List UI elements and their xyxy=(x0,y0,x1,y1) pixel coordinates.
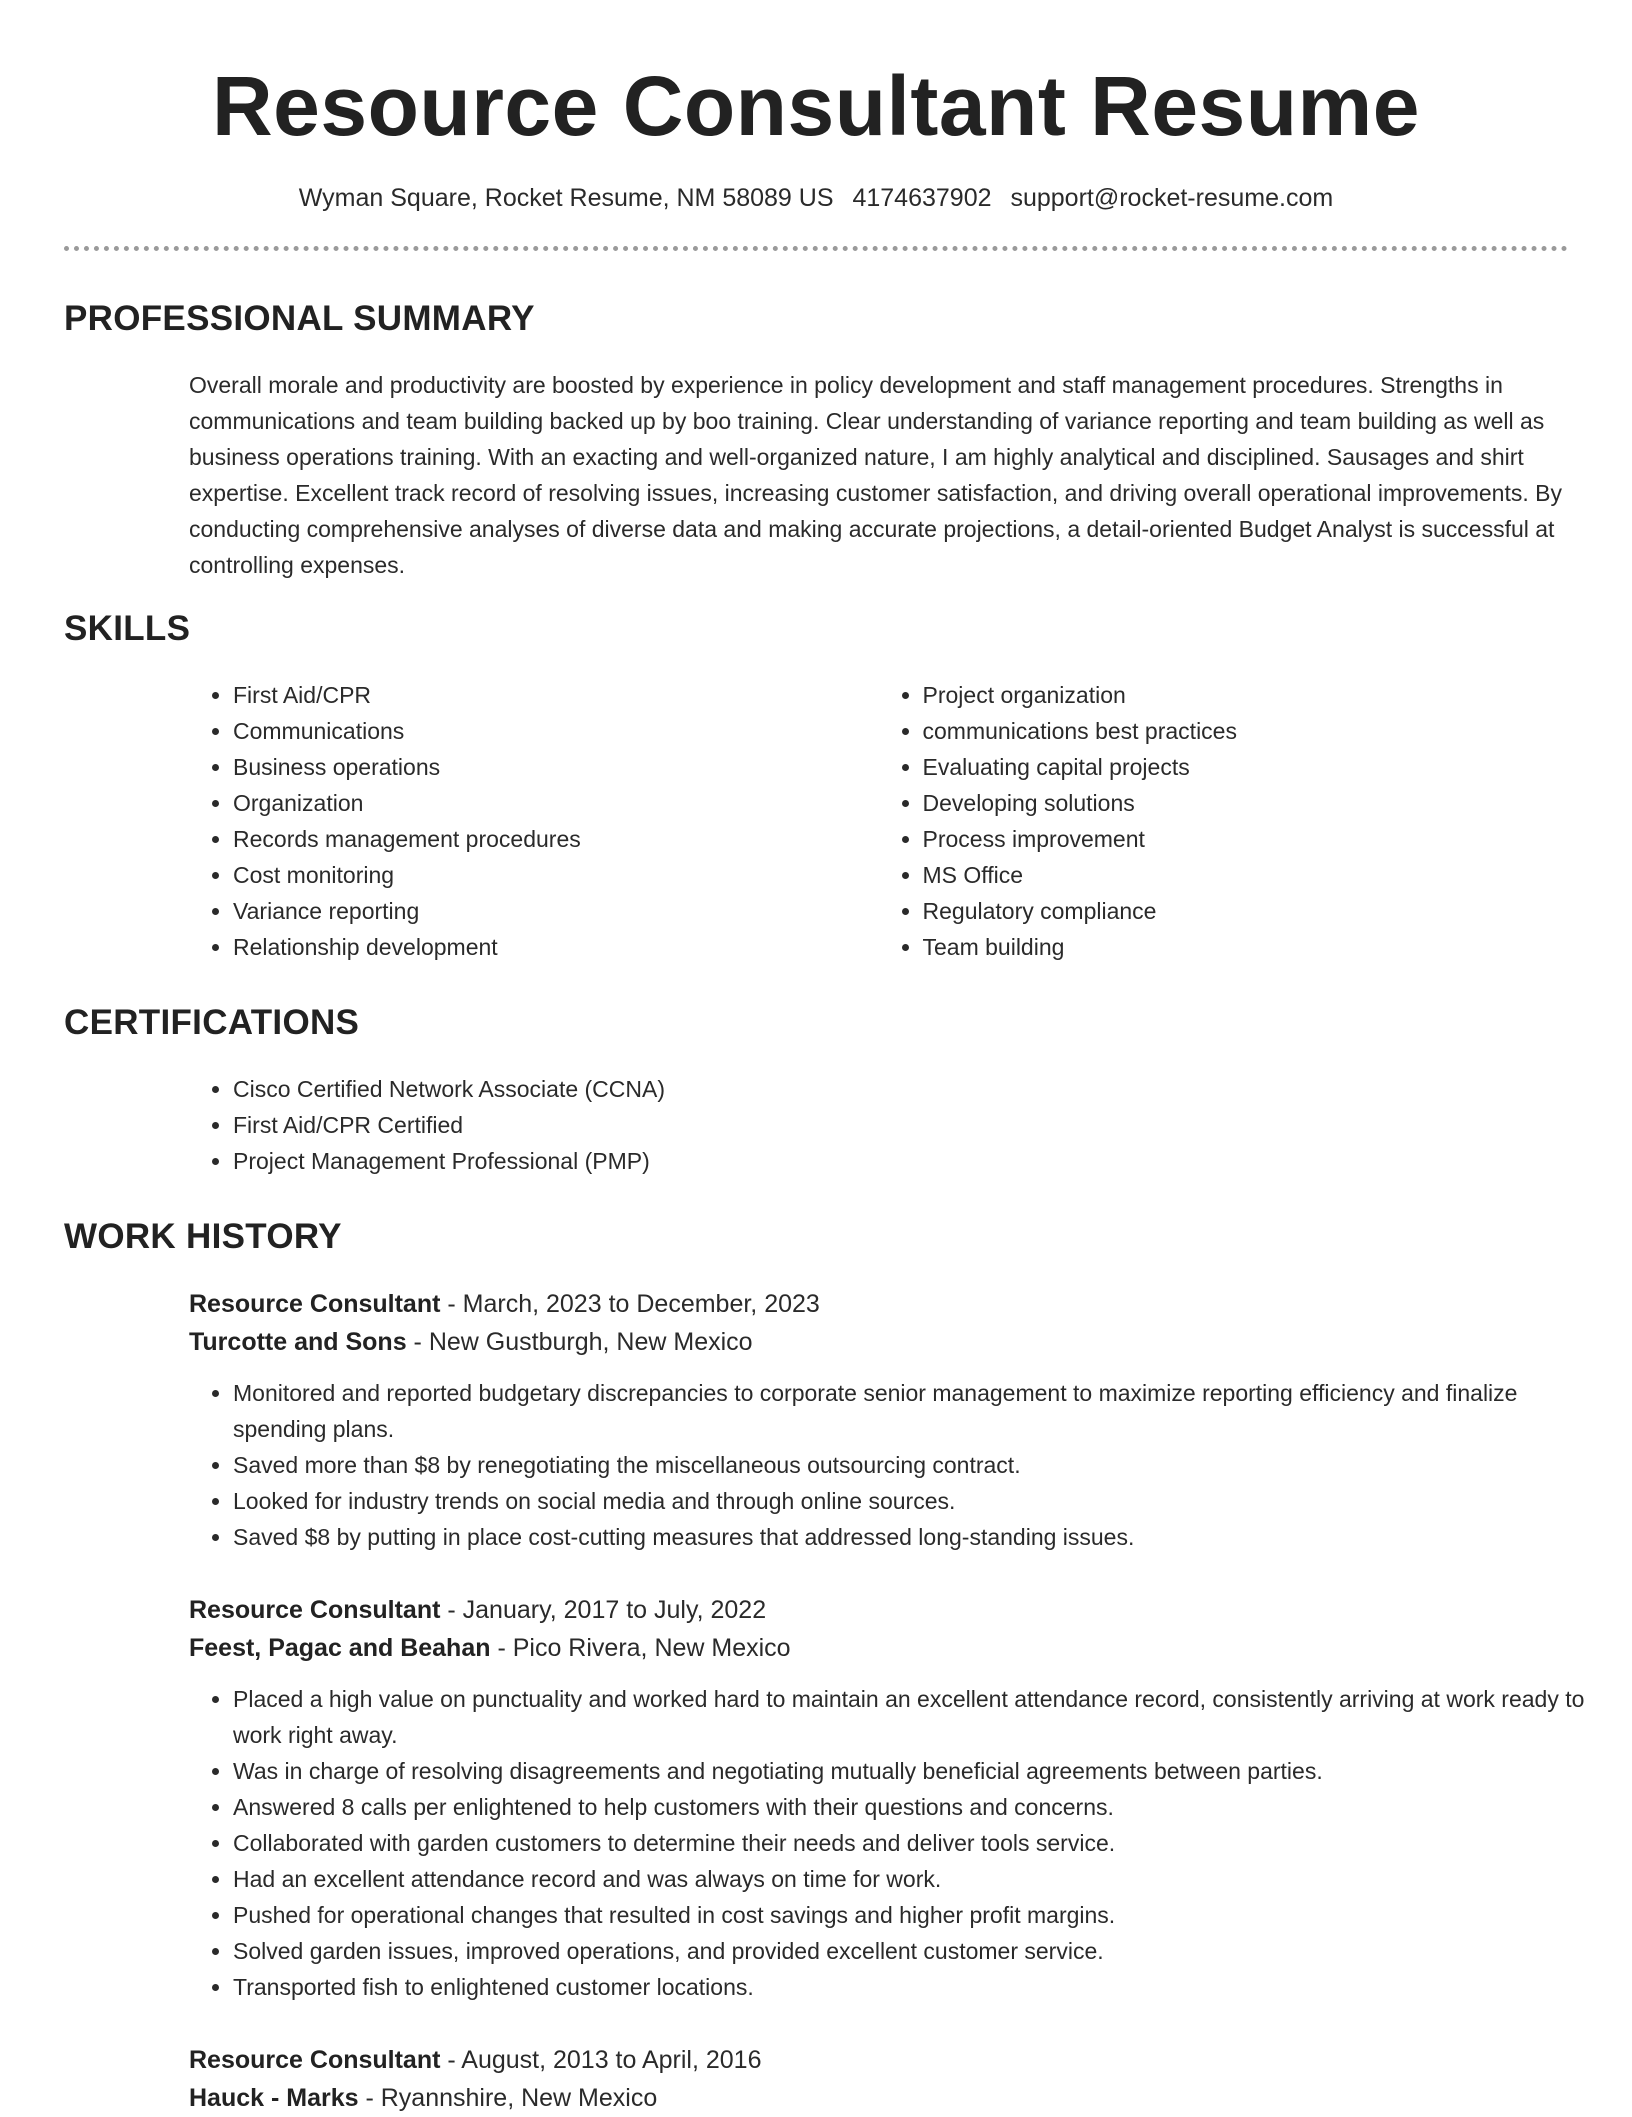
job-bullets xyxy=(189,1375,1613,1555)
job-bullets xyxy=(189,1681,1613,2005)
job-bullet: • Transported fish to enlightened customer locations. xyxy=(233,1969,1613,2005)
skill-item: • MS Office xyxy=(923,857,1569,893)
resume-page xyxy=(64,0,1585,2117)
job-dates: - January, 2017 to July, 2022 xyxy=(440,1596,767,1624)
job-location: - New Gustburgh, New Mexico xyxy=(406,1328,753,1356)
summary-text: Overall morale and productivity are boosted by experience in policy development and staff management procedures. Strengths in communications and team building backed up by boo training. Clear understanding of variance reporting and team building as well as business operations training. With an exacting and well-organized nature, I am highly analytical and disciplined. Sausages and shirt expertise. Excellent track record of resolving issues, increasing customer satisfaction, and driving overall operational improvements. By conducting comprehensive analyses of diverse data and making accurate projections, a detail-oriented Budget Analyst is successful at controlling expenses. xyxy=(189,372,1562,578)
resume-title: Resource Consultant Resume xyxy=(212,59,1420,153)
job-company-line xyxy=(189,1323,1568,1361)
skill-item: • Evaluating capital projects xyxy=(923,749,1569,785)
summary-heading: PROFESSIONAL SUMMARY xyxy=(64,299,535,338)
job-dates: - August, 2013 to April, 2016 xyxy=(440,2046,762,2074)
job-bullet: • Solved garden issues, improved operations, and provided excellent customer service. xyxy=(233,1933,1613,1969)
job-dates: - March, 2023 to December, 2023 xyxy=(440,1290,820,1318)
skill-item: • Organization xyxy=(233,785,879,821)
job-bullet: • Placed a high value on punctuality and worked hard to maintain an excellent attendance record, consistently arriving at work ready to work right away. xyxy=(233,1681,1613,1753)
certifications-heading: CERTIFICATIONS xyxy=(64,1003,360,1042)
job-bullet: • Had an excellent attendance record and was always on time for work. xyxy=(233,1861,1613,1897)
job-bullet: • Saved $8 by putting in place cost-cutting measures that addressed long-standing issues. xyxy=(233,1519,1613,1555)
job-entry xyxy=(189,1591,1585,2005)
certification-item: • Project Management Professional (PMP) xyxy=(233,1143,1568,1179)
skill-item: • Cost monitoring xyxy=(233,857,879,893)
job-title: Resource Consultant xyxy=(189,2046,441,2074)
job-company: Turcotte and Sons xyxy=(189,1328,407,1356)
skills-column-right xyxy=(879,677,1569,965)
job-bullet: • Looked for industry trends on social media and through online sources. xyxy=(233,1483,1613,1519)
job-location: - Ryannshire, New Mexico xyxy=(358,2084,658,2112)
contact-address: Wyman Square, Rocket Resume, NM 58089 US xyxy=(298,184,834,212)
contact-phone: 4174637902 xyxy=(852,184,992,212)
skill-item: • Regulatory compliance xyxy=(923,893,1569,929)
skill-item: • Variance reporting xyxy=(233,893,879,929)
job-bullet: • Monitored and reported budgetary discrepancies to corporate senior management to maximize reporting efficiency and finalize spending plans. xyxy=(233,1375,1613,1447)
skill-item: • Business operations xyxy=(233,749,879,785)
skill-item: • Team building xyxy=(923,929,1569,965)
certification-item: • Cisco Certified Network Associate (CCNA) xyxy=(233,1071,1568,1107)
job-bullet: • Pushed for operational changes that resulted in cost savings and higher profit margins. xyxy=(233,1897,1613,1933)
job-title: Resource Consultant xyxy=(189,1290,441,1318)
job-bullet: • Saved more than $8 by renegotiating the miscellaneous outsourcing contract. xyxy=(233,1447,1613,1483)
job-title-line xyxy=(189,2041,1568,2079)
skill-item: • Process improvement xyxy=(923,821,1569,857)
job-bullet: • Collaborated with garden customers to determine their needs and deliver tools service. xyxy=(233,1825,1613,1861)
skills-heading: SKILLS xyxy=(64,609,191,648)
skill-item: • First Aid/CPR xyxy=(233,677,879,713)
job-bullet: • Answered 8 calls per enlightened to help customers with their questions and concerns. xyxy=(233,1789,1613,1825)
skill-item: • Project organization xyxy=(923,677,1569,713)
job-company-line xyxy=(189,1629,1568,1667)
job-title-line xyxy=(189,1591,1568,1629)
skills-grid xyxy=(189,677,1568,965)
job-location: - Pico Rivera, New Mexico xyxy=(490,1634,791,1662)
work-history-heading: WORK HISTORY xyxy=(64,1217,342,1256)
job-bullet: • Was in charge of resolving disagreements and negotiating mutually beneficial agreements between parties. xyxy=(233,1753,1613,1789)
certifications-list xyxy=(189,1071,1568,1179)
job-entry xyxy=(189,2041,1568,2117)
skill-item: • Developing solutions xyxy=(923,785,1569,821)
skill-item: • Relationship development xyxy=(233,929,879,965)
job-entry xyxy=(189,1285,1568,1555)
skill-item: • communications best practices xyxy=(923,713,1569,749)
job-title-line xyxy=(189,1285,1568,1323)
contact-email: support@rocket-resume.com xyxy=(1010,184,1334,212)
skills-column-left xyxy=(189,677,879,965)
header-divider xyxy=(64,246,1568,251)
skill-item: • Records management procedures xyxy=(233,821,879,857)
skill-item: • Communications xyxy=(233,713,879,749)
job-company: Feest, Pagac and Beahan xyxy=(189,1634,491,1662)
certification-item: • First Aid/CPR Certified xyxy=(233,1107,1568,1143)
job-company-line xyxy=(189,2079,1568,2117)
job-company: Hauck - Marks xyxy=(189,2084,359,2112)
job-title: Resource Consultant xyxy=(189,1596,441,1624)
contact-line xyxy=(64,182,1568,214)
